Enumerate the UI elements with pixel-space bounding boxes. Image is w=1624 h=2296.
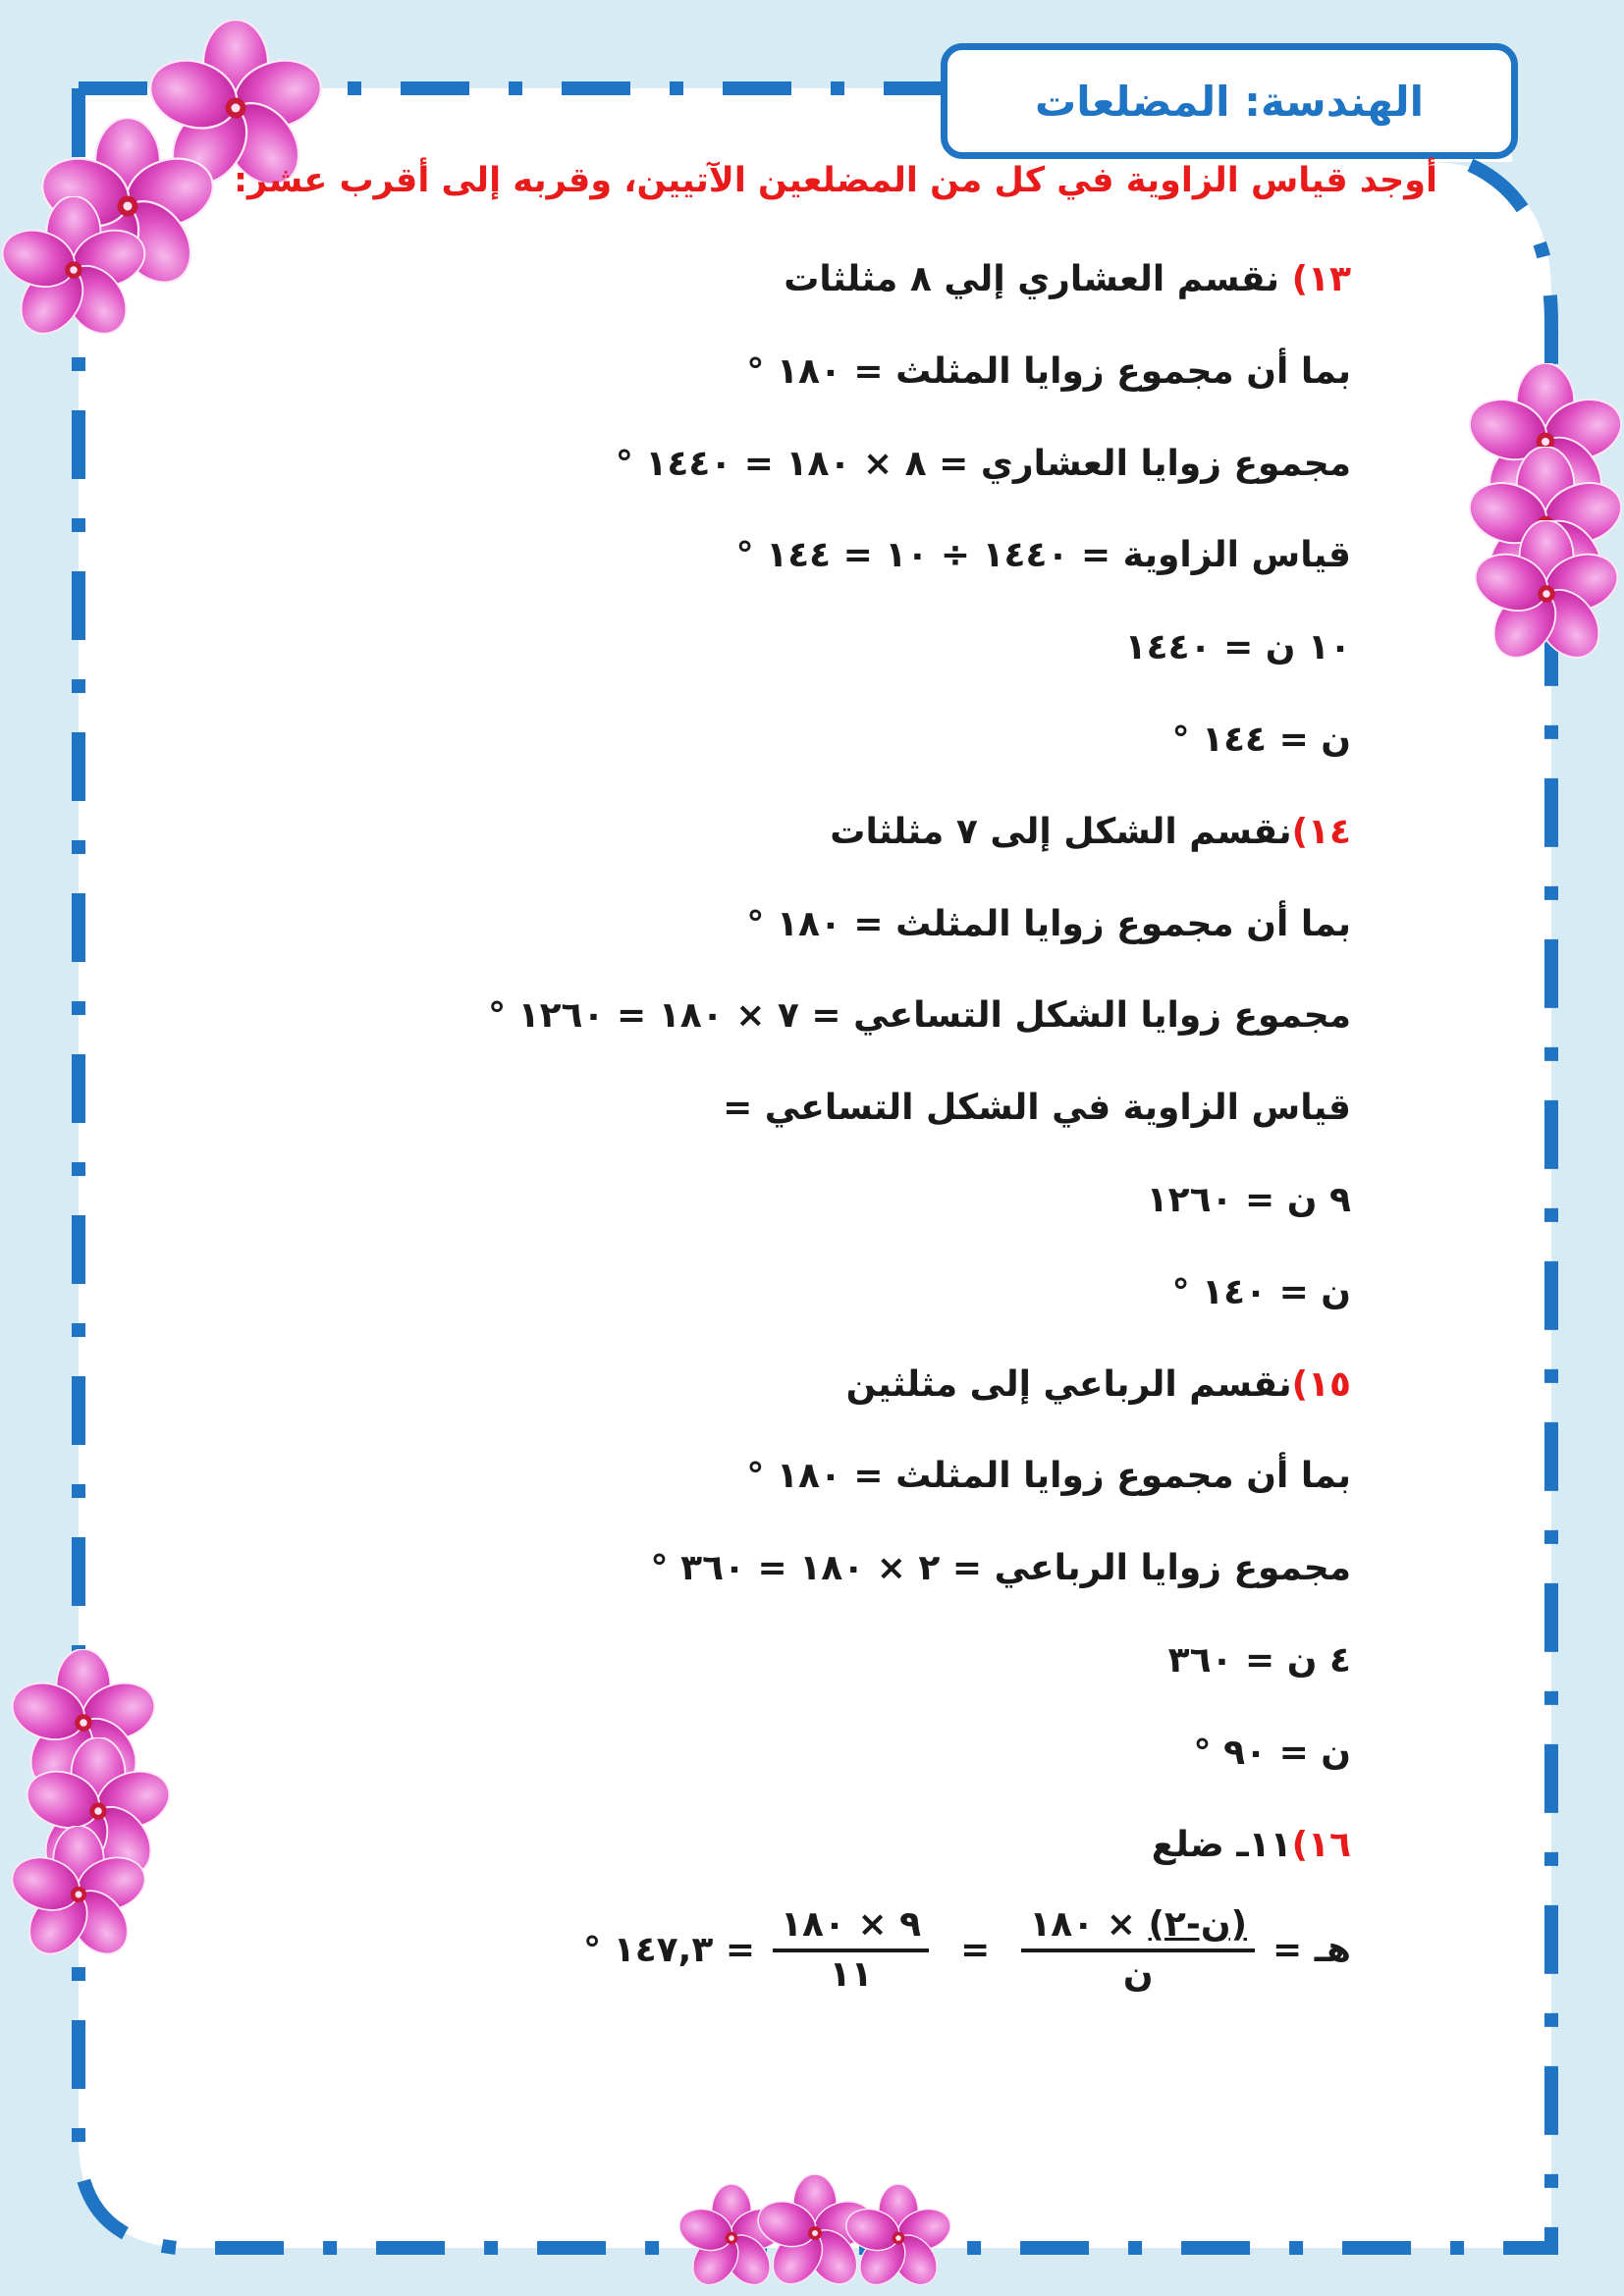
fraction-1-numerator-underlined: (ن-٢) [1148, 1904, 1248, 1945]
fraction-1-numerator-rest: × ١٨٠ [1029, 1904, 1149, 1945]
problem-15-number: ١٥) [1291, 1363, 1351, 1405]
problem-14-heading [251, 798, 1351, 890]
problem-13-line-1: بما أن مجموع زوايا المثلث = ١٨٠ ° [746, 350, 1351, 392]
problem-13-line-4: ١٠ ن = ١٤٤٠ [1124, 627, 1351, 668]
formula-fraction-2 [773, 1904, 929, 1995]
problem-16-heading [251, 1811, 1351, 1903]
problem-14-line-3: قياس الزاوية في الشكل التساعي = [723, 1088, 1351, 1129]
problem-13-intro: نقسم العشاري إلي ٨ مثلثات [784, 259, 1292, 299]
formula-lhs: هـ = [1272, 1929, 1351, 1970]
problem-14-line-5: ن = ١٤٠ ° [1171, 1271, 1351, 1312]
fraction-2-denominator: ١١ [829, 1954, 873, 1995]
instruction-text: أوجد قياس الزاوية في كل من المضلعين الآتيين، وقربه إلى أقرب عشر: [234, 161, 1437, 200]
problem-15-intro: نقسم الرباعي إلى مثلثين [845, 1363, 1292, 1405]
problem-16-number: ١٦) [1291, 1824, 1351, 1865]
formula-fraction-1 [1021, 1904, 1255, 1995]
problem-15-heading [251, 1351, 1351, 1443]
page-title: الهندسة: المضلعات [1034, 77, 1425, 126]
problem-15-line-1: بما أن مجموع زوايا المثلث = ١٨٠ ° [746, 1456, 1351, 1497]
problem-15-line-4: ن = ٩٠ ° [1193, 1732, 1351, 1773]
solutions-body [251, 245, 1351, 1902]
formula-result: = ١٤٧,٣ ° [583, 1929, 755, 1970]
flower-decoration-bottom-3 [844, 2184, 952, 2292]
problem-14-line-2: مجموع زوايا الشكل التساعي = ٧ × ١٨٠ = ١٢٦٠ ° [488, 995, 1351, 1037]
problem-13-number: ١٣) [1291, 259, 1351, 299]
formula-equals: = [960, 1929, 991, 1970]
problem-13-heading [251, 245, 1351, 338]
fraction-1-denominator: ن [1122, 1954, 1154, 1995]
flower-decoration-top-left-3 [0, 196, 147, 344]
fraction-2-numerator: ٩ × ١٨٠ [773, 1904, 929, 1952]
header-title-box [941, 43, 1518, 159]
fraction-1-numerator [1021, 1904, 1255, 1952]
problem-13-line-3: قياس الزاوية = ١٤٤٠ ÷ ١٠ = ١٤٤ ° [735, 535, 1351, 576]
problem-14-intro: نقسم الشكل إلى ٧ مثلثات [830, 811, 1292, 852]
problem-14-number: ١٤) [1291, 811, 1351, 852]
flower-decoration-right-3 [1473, 520, 1620, 667]
problem-14-line-1: بما أن مجموع زوايا المثلث = ١٨٠ ° [746, 903, 1351, 944]
problem-16-intro: ١١ـ ضلع [1151, 1824, 1292, 1865]
problem-13-line-2: مجموع زوايا العشاري = ٨ × ١٨٠ = ١٤٤٠ ° [615, 443, 1351, 484]
problem-16-formula [583, 1904, 1351, 1995]
flower-decoration-left-bottom-3 [10, 1826, 147, 1963]
problem-13-line-5: ن = ١٤٤ ° [1171, 719, 1351, 760]
problem-15-line-3: ٤ ن = ٣٦٠ [1167, 1639, 1351, 1681]
problem-14-line-4: ٩ ن = ١٢٦٠ [1146, 1179, 1351, 1220]
problem-15-line-2: مجموع زوايا الرباعي = ٢ × ١٨٠ = ٣٦٠ ° [650, 1548, 1351, 1589]
